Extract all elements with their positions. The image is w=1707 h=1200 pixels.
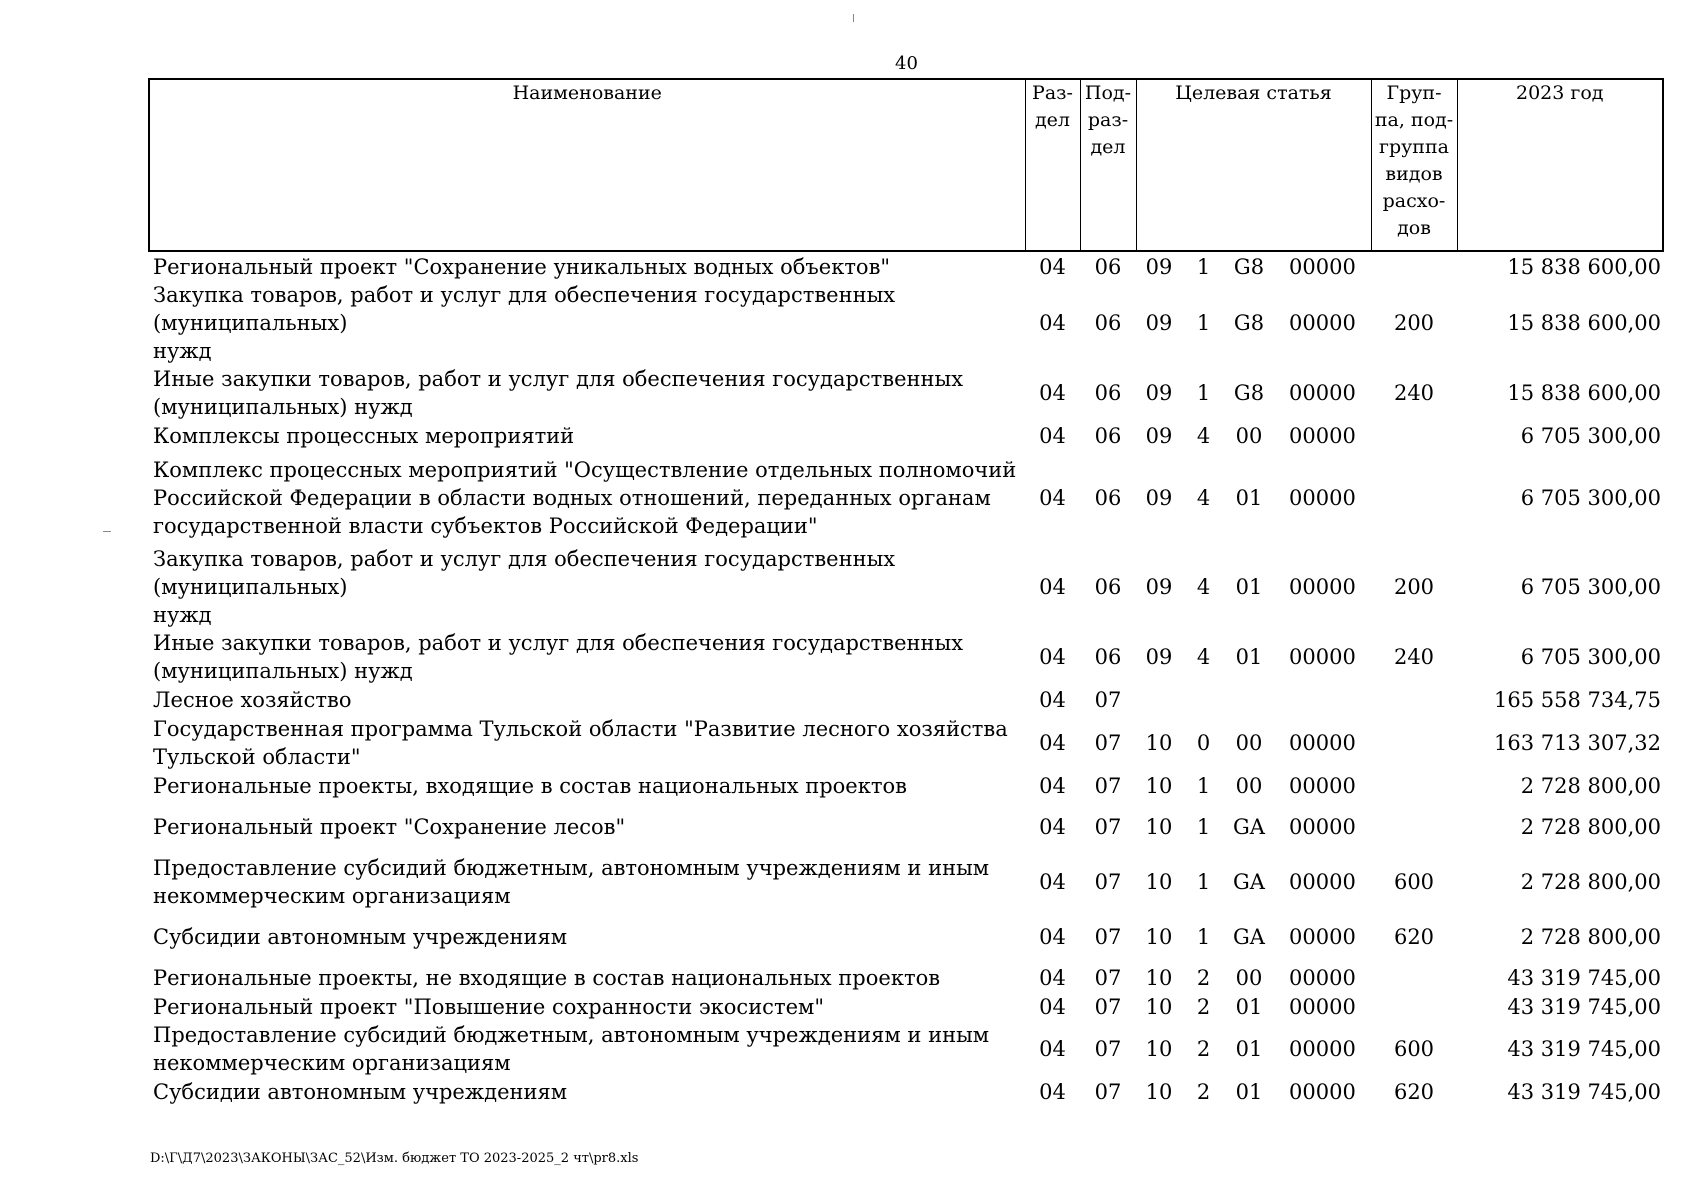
- row-razdel: 04: [1039, 870, 1066, 894]
- row-name: [149, 251, 1025, 281]
- row-razdel: 04: [1039, 486, 1066, 510]
- table-row: [149, 911, 1663, 963]
- row-razdel: 04: [1039, 731, 1066, 755]
- header-podrazdel-line: дел: [1090, 136, 1126, 158]
- row-target-program: 09: [1145, 486, 1173, 510]
- header-group-line: дов: [1397, 217, 1431, 239]
- row-name-line: Региональные проекты, не входящие в состав национальных проектов: [153, 966, 941, 990]
- row-expense-group: 240: [1393, 381, 1435, 405]
- table-row: [149, 715, 1663, 771]
- row-expense-group: 620: [1393, 1080, 1435, 1104]
- row-target-program: 09: [1145, 311, 1173, 335]
- table-row: [149, 801, 1663, 853]
- row-podrazdel: 07: [1094, 731, 1122, 755]
- row-expense-group: [1371, 963, 1457, 993]
- row-name-line: нужд: [153, 339, 212, 363]
- row-name-line: Региональные проекты, входящие в состав национальных проектов: [153, 774, 907, 798]
- row-target-code: 00000: [1289, 311, 1356, 335]
- row-podrazdel: 07: [1094, 995, 1122, 1019]
- row-name: [149, 1021, 1025, 1077]
- row-target-direction: GA: [1233, 870, 1265, 894]
- row-expense-group: [1371, 451, 1457, 545]
- header-name: Наименование: [149, 79, 1025, 251]
- table-row: [149, 1077, 1663, 1107]
- row-target-subprogram: 2: [1196, 1037, 1211, 1061]
- row-target-code: [1273, 685, 1371, 715]
- row-name-line: Региональный проект "Сохранение уникальных водных объектов": [153, 254, 891, 279]
- row-podrazdel: 07: [1094, 688, 1122, 712]
- row-target-program: 10: [1145, 1080, 1173, 1104]
- row-target-direction: 01: [1235, 995, 1263, 1019]
- row-razdel: 04: [1039, 774, 1066, 798]
- row-amount-2023: 163 713 307,32: [1494, 731, 1661, 755]
- row-name: [149, 911, 1025, 963]
- row-name: [149, 801, 1025, 853]
- row-target-direction: 01: [1235, 486, 1263, 510]
- header-podrazdel-line: раз-: [1087, 109, 1129, 131]
- row-name: [149, 281, 1025, 365]
- row-target-subprogram: [1182, 685, 1225, 715]
- row-target-subprogram: 2: [1196, 995, 1211, 1019]
- row-razdel: 04: [1039, 1037, 1066, 1061]
- row-target-direction: G8: [1233, 311, 1265, 335]
- row-target-subprogram: 2: [1196, 1080, 1211, 1104]
- row-name-line: Субсидии автономным учреждениям: [153, 1080, 568, 1104]
- row-podrazdel: 07: [1094, 1037, 1122, 1061]
- row-target-code: 00000: [1289, 731, 1356, 755]
- row-razdel: 04: [1039, 645, 1066, 669]
- row-target-direction: 00: [1235, 774, 1263, 798]
- row-target-subprogram: 4: [1196, 486, 1211, 510]
- row-name-line: Комплекс процессных мероприятий "Осуществление отдельных полномочий: [153, 458, 1017, 482]
- row-podrazdel: 06: [1094, 645, 1122, 669]
- row-target-direction: G8: [1233, 381, 1265, 405]
- row-amount-2023: 15 838 600,00: [1507, 254, 1661, 279]
- header-razdel-line: дел: [1034, 109, 1070, 131]
- row-name: [149, 365, 1025, 421]
- header-group-line: па, под-: [1374, 109, 1454, 131]
- row-amount-2023: 15 838 600,00: [1507, 311, 1661, 335]
- row-target-code: 00000: [1289, 486, 1356, 510]
- row-amount-2023: 43 319 745,00: [1507, 1037, 1661, 1061]
- row-target-direction: 01: [1235, 645, 1263, 669]
- row-name-line: Иные закупки товаров, работ и услуг для обеспечения государственных: [153, 631, 964, 655]
- row-name-line: государственной власти субъектов Российской Федерации": [153, 514, 818, 538]
- header-group-line: Груп-: [1386, 82, 1442, 104]
- row-expense-group: 240: [1393, 645, 1435, 669]
- row-name: [149, 545, 1025, 629]
- row-amount-2023: 6 705 300,00: [1520, 424, 1661, 448]
- row-razdel: 04: [1039, 925, 1066, 949]
- table-row: [149, 421, 1663, 451]
- row-podrazdel: 07: [1094, 1080, 1122, 1104]
- header-target-article: Целевая статья: [1136, 79, 1371, 251]
- row-target-direction: 01: [1235, 1080, 1263, 1104]
- row-target-program: 10: [1145, 995, 1173, 1019]
- row-target-code: 00000: [1289, 645, 1356, 669]
- table-row: [149, 853, 1663, 911]
- row-expense-group: [1371, 685, 1457, 715]
- row-name-line: Иные закупки товаров, работ и услуг для обеспечения государственных: [153, 367, 964, 391]
- row-razdel: 04: [1039, 966, 1066, 990]
- footer-file-path: D:\Г\Д7\2023\ЗАКОНЫ\ЗАС_52\Изм. бюджет ТО 2023-2025_2 чт\pr8.xls: [150, 1151, 639, 1166]
- table-row: [149, 685, 1663, 715]
- row-target-direction: 00: [1235, 731, 1263, 755]
- row-target-subprogram: 0: [1196, 731, 1211, 755]
- row-razdel: 04: [1039, 815, 1066, 839]
- row-target-code: 00000: [1289, 925, 1356, 949]
- header-year: 2023 год: [1457, 79, 1663, 251]
- row-amount-2023: 165 558 734,75: [1494, 688, 1661, 712]
- row-podrazdel: 07: [1094, 925, 1122, 949]
- row-expense-group: [1371, 801, 1457, 853]
- header-razdel-line: Раз-: [1032, 82, 1073, 104]
- row-razdel: 04: [1039, 381, 1066, 405]
- row-target-subprogram: 1: [1196, 925, 1211, 949]
- row-target-program: 09: [1145, 575, 1173, 599]
- row-amount-2023: 43 319 745,00: [1507, 966, 1661, 990]
- row-expense-group: 600: [1393, 870, 1435, 894]
- row-target-code: 00000: [1289, 995, 1356, 1019]
- budget-table: [148, 78, 1664, 1107]
- row-name-line: Региональный проект "Сохранение лесов": [153, 815, 626, 839]
- row-amount-2023: 43 319 745,00: [1507, 995, 1661, 1019]
- row-target-subprogram: 1: [1196, 870, 1211, 894]
- table-row: [149, 993, 1663, 1021]
- row-name-line: некоммерческим организациям: [153, 884, 511, 908]
- table-row: [149, 365, 1663, 421]
- table-row: [149, 629, 1663, 685]
- row-podrazdel: 06: [1094, 311, 1122, 335]
- row-target-program: 09: [1145, 424, 1173, 448]
- row-name-line: (муниципальных) нужд: [153, 659, 413, 683]
- row-target-subprogram: 1: [1196, 254, 1211, 279]
- table-row: [149, 1021, 1663, 1077]
- row-amount-2023: 6 705 300,00: [1520, 486, 1661, 510]
- row-target-direction: 00: [1235, 424, 1263, 448]
- row-name-line: нужд: [153, 603, 212, 627]
- row-target-code: 00000: [1289, 870, 1356, 894]
- row-podrazdel: 07: [1094, 774, 1122, 798]
- row-podrazdel: 07: [1094, 966, 1122, 990]
- row-expense-group: 200: [1393, 575, 1435, 599]
- row-target-direction: 00: [1235, 966, 1263, 990]
- row-expense-group: [1371, 715, 1457, 771]
- row-amount-2023: 43 319 745,00: [1507, 1080, 1661, 1104]
- row-razdel: 04: [1039, 1080, 1066, 1104]
- row-amount-2023: 2 728 800,00: [1520, 870, 1661, 894]
- row-target-program: 09: [1145, 381, 1173, 405]
- row-target-program: 10: [1145, 774, 1173, 798]
- row-expense-group: [1371, 771, 1457, 801]
- row-razdel: 04: [1039, 688, 1066, 712]
- row-target-program: 09: [1145, 254, 1173, 279]
- row-target-program: 10: [1145, 731, 1173, 755]
- row-podrazdel: 06: [1094, 424, 1122, 448]
- table-body: [149, 251, 1663, 1107]
- row-name: [149, 629, 1025, 685]
- row-target-subprogram: 4: [1196, 645, 1211, 669]
- row-name: [149, 963, 1025, 993]
- header-podrazdel-line: Под-: [1084, 82, 1132, 104]
- row-target-program: 10: [1145, 1037, 1173, 1061]
- row-amount-2023: 6 705 300,00: [1520, 575, 1661, 599]
- row-target-direction: GA: [1233, 925, 1265, 949]
- row-target-direction: [1225, 685, 1273, 715]
- row-target-program: 10: [1145, 815, 1173, 839]
- header-group-line: видов: [1385, 163, 1443, 185]
- row-razdel: 04: [1039, 424, 1066, 448]
- row-name-line: Предоставление субсидий бюджетным, автономным учреждениям и иным: [153, 1023, 990, 1047]
- row-name: [149, 451, 1025, 545]
- row-name-line: Закупка товаров, работ и услуг для обеспечения государственных (муниципальных): [153, 547, 896, 599]
- row-name-line: Государственная программа Тульской области "Развитие лесного хозяйства: [153, 717, 1008, 741]
- row-target-subprogram: 1: [1196, 381, 1211, 405]
- table-row: [149, 451, 1663, 545]
- header-group: [1371, 79, 1457, 251]
- row-target-direction: 01: [1235, 1037, 1263, 1061]
- row-amount-2023: 6 705 300,00: [1520, 645, 1661, 669]
- row-target-code: 00000: [1289, 966, 1356, 990]
- row-name-line: Закупка товаров, работ и услуг для обеспечения государственных (муниципальных): [153, 283, 896, 335]
- row-target-subprogram: 4: [1196, 575, 1211, 599]
- row-target-code: 00000: [1289, 381, 1356, 405]
- row-podrazdel: 06: [1094, 486, 1122, 510]
- row-target-direction: 01: [1235, 575, 1263, 599]
- row-name: [149, 993, 1025, 1021]
- row-target-program: 10: [1145, 966, 1173, 990]
- row-target-code: 00000: [1289, 1080, 1356, 1104]
- row-target-code: 00000: [1289, 424, 1356, 448]
- table-row: [149, 963, 1663, 993]
- row-target-subprogram: 4: [1196, 424, 1211, 448]
- row-target-subprogram: 2: [1196, 966, 1211, 990]
- row-name-line: Российской Федерации в области водных отношений, переданных органам: [153, 486, 991, 510]
- header-podrazdel: [1080, 79, 1136, 251]
- row-name-line: Комплексы процессных мероприятий: [153, 424, 575, 448]
- row-expense-group: 600: [1393, 1037, 1435, 1061]
- row-name-line: (муниципальных) нужд: [153, 395, 413, 419]
- row-target-subprogram: 1: [1196, 774, 1211, 798]
- table-header-row: [149, 79, 1663, 251]
- row-name: [149, 421, 1025, 451]
- row-target-code: 00000: [1289, 774, 1356, 798]
- row-name-line: Предоставление субсидий бюджетным, автономным учреждениям и иным: [153, 856, 990, 880]
- row-amount-2023: 2 728 800,00: [1520, 774, 1661, 798]
- row-target-program: 09: [1145, 645, 1173, 669]
- row-amount-2023: 2 728 800,00: [1520, 925, 1661, 949]
- scan-mark-left: [103, 531, 111, 532]
- table-row: [149, 251, 1663, 281]
- header-group-line: группа: [1379, 136, 1449, 158]
- row-expense-group: [1371, 251, 1457, 281]
- row-name: [149, 715, 1025, 771]
- row-expense-group: 200: [1393, 311, 1435, 335]
- row-razdel: 04: [1039, 575, 1066, 599]
- row-podrazdel: 06: [1094, 381, 1122, 405]
- header-razdel: [1025, 79, 1080, 251]
- row-target-program: [1136, 685, 1182, 715]
- row-target-direction: GA: [1233, 815, 1265, 839]
- row-expense-group: [1371, 421, 1457, 451]
- row-expense-group: [1371, 993, 1457, 1021]
- row-name: [149, 771, 1025, 801]
- row-target-code: 00000: [1289, 575, 1356, 599]
- row-name: [149, 1077, 1025, 1107]
- row-razdel: 04: [1039, 254, 1066, 279]
- row-razdel: 04: [1039, 995, 1066, 1019]
- row-name-line: Тульской области": [153, 745, 361, 769]
- scan-mark-top: [853, 14, 854, 22]
- row-target-code: 00000: [1289, 1037, 1356, 1061]
- row-target-subprogram: 1: [1196, 311, 1211, 335]
- row-target-code: 00000: [1289, 254, 1356, 279]
- table-row: [149, 545, 1663, 629]
- row-amount-2023: 2 728 800,00: [1520, 815, 1661, 839]
- table-row: [149, 771, 1663, 801]
- row-name-line: Региональный проект "Повышение сохранности экосистем": [153, 995, 824, 1019]
- row-podrazdel: 06: [1094, 575, 1122, 599]
- row-name: [149, 685, 1025, 715]
- header-group-line: расхо-: [1382, 190, 1446, 212]
- row-target-subprogram: 1: [1196, 815, 1211, 839]
- row-name-line: Субсидии автономным учреждениям: [153, 925, 568, 949]
- row-target-program: 10: [1145, 925, 1173, 949]
- row-target-program: 10: [1145, 870, 1173, 894]
- row-podrazdel: 07: [1094, 870, 1122, 894]
- row-name-line: некоммерческим организациям: [153, 1051, 511, 1075]
- row-razdel: 04: [1039, 311, 1066, 335]
- page-number: 40: [895, 53, 918, 74]
- row-podrazdel: 07: [1094, 815, 1122, 839]
- row-expense-group: 620: [1393, 925, 1435, 949]
- row-name: [149, 853, 1025, 911]
- row-podrazdel: 06: [1094, 254, 1122, 279]
- row-target-direction: G8: [1233, 254, 1265, 279]
- row-name-line: Лесное хозяйство: [153, 688, 352, 712]
- table-row: [149, 281, 1663, 365]
- row-target-code: 00000: [1289, 815, 1356, 839]
- row-amount-2023: 15 838 600,00: [1507, 381, 1661, 405]
